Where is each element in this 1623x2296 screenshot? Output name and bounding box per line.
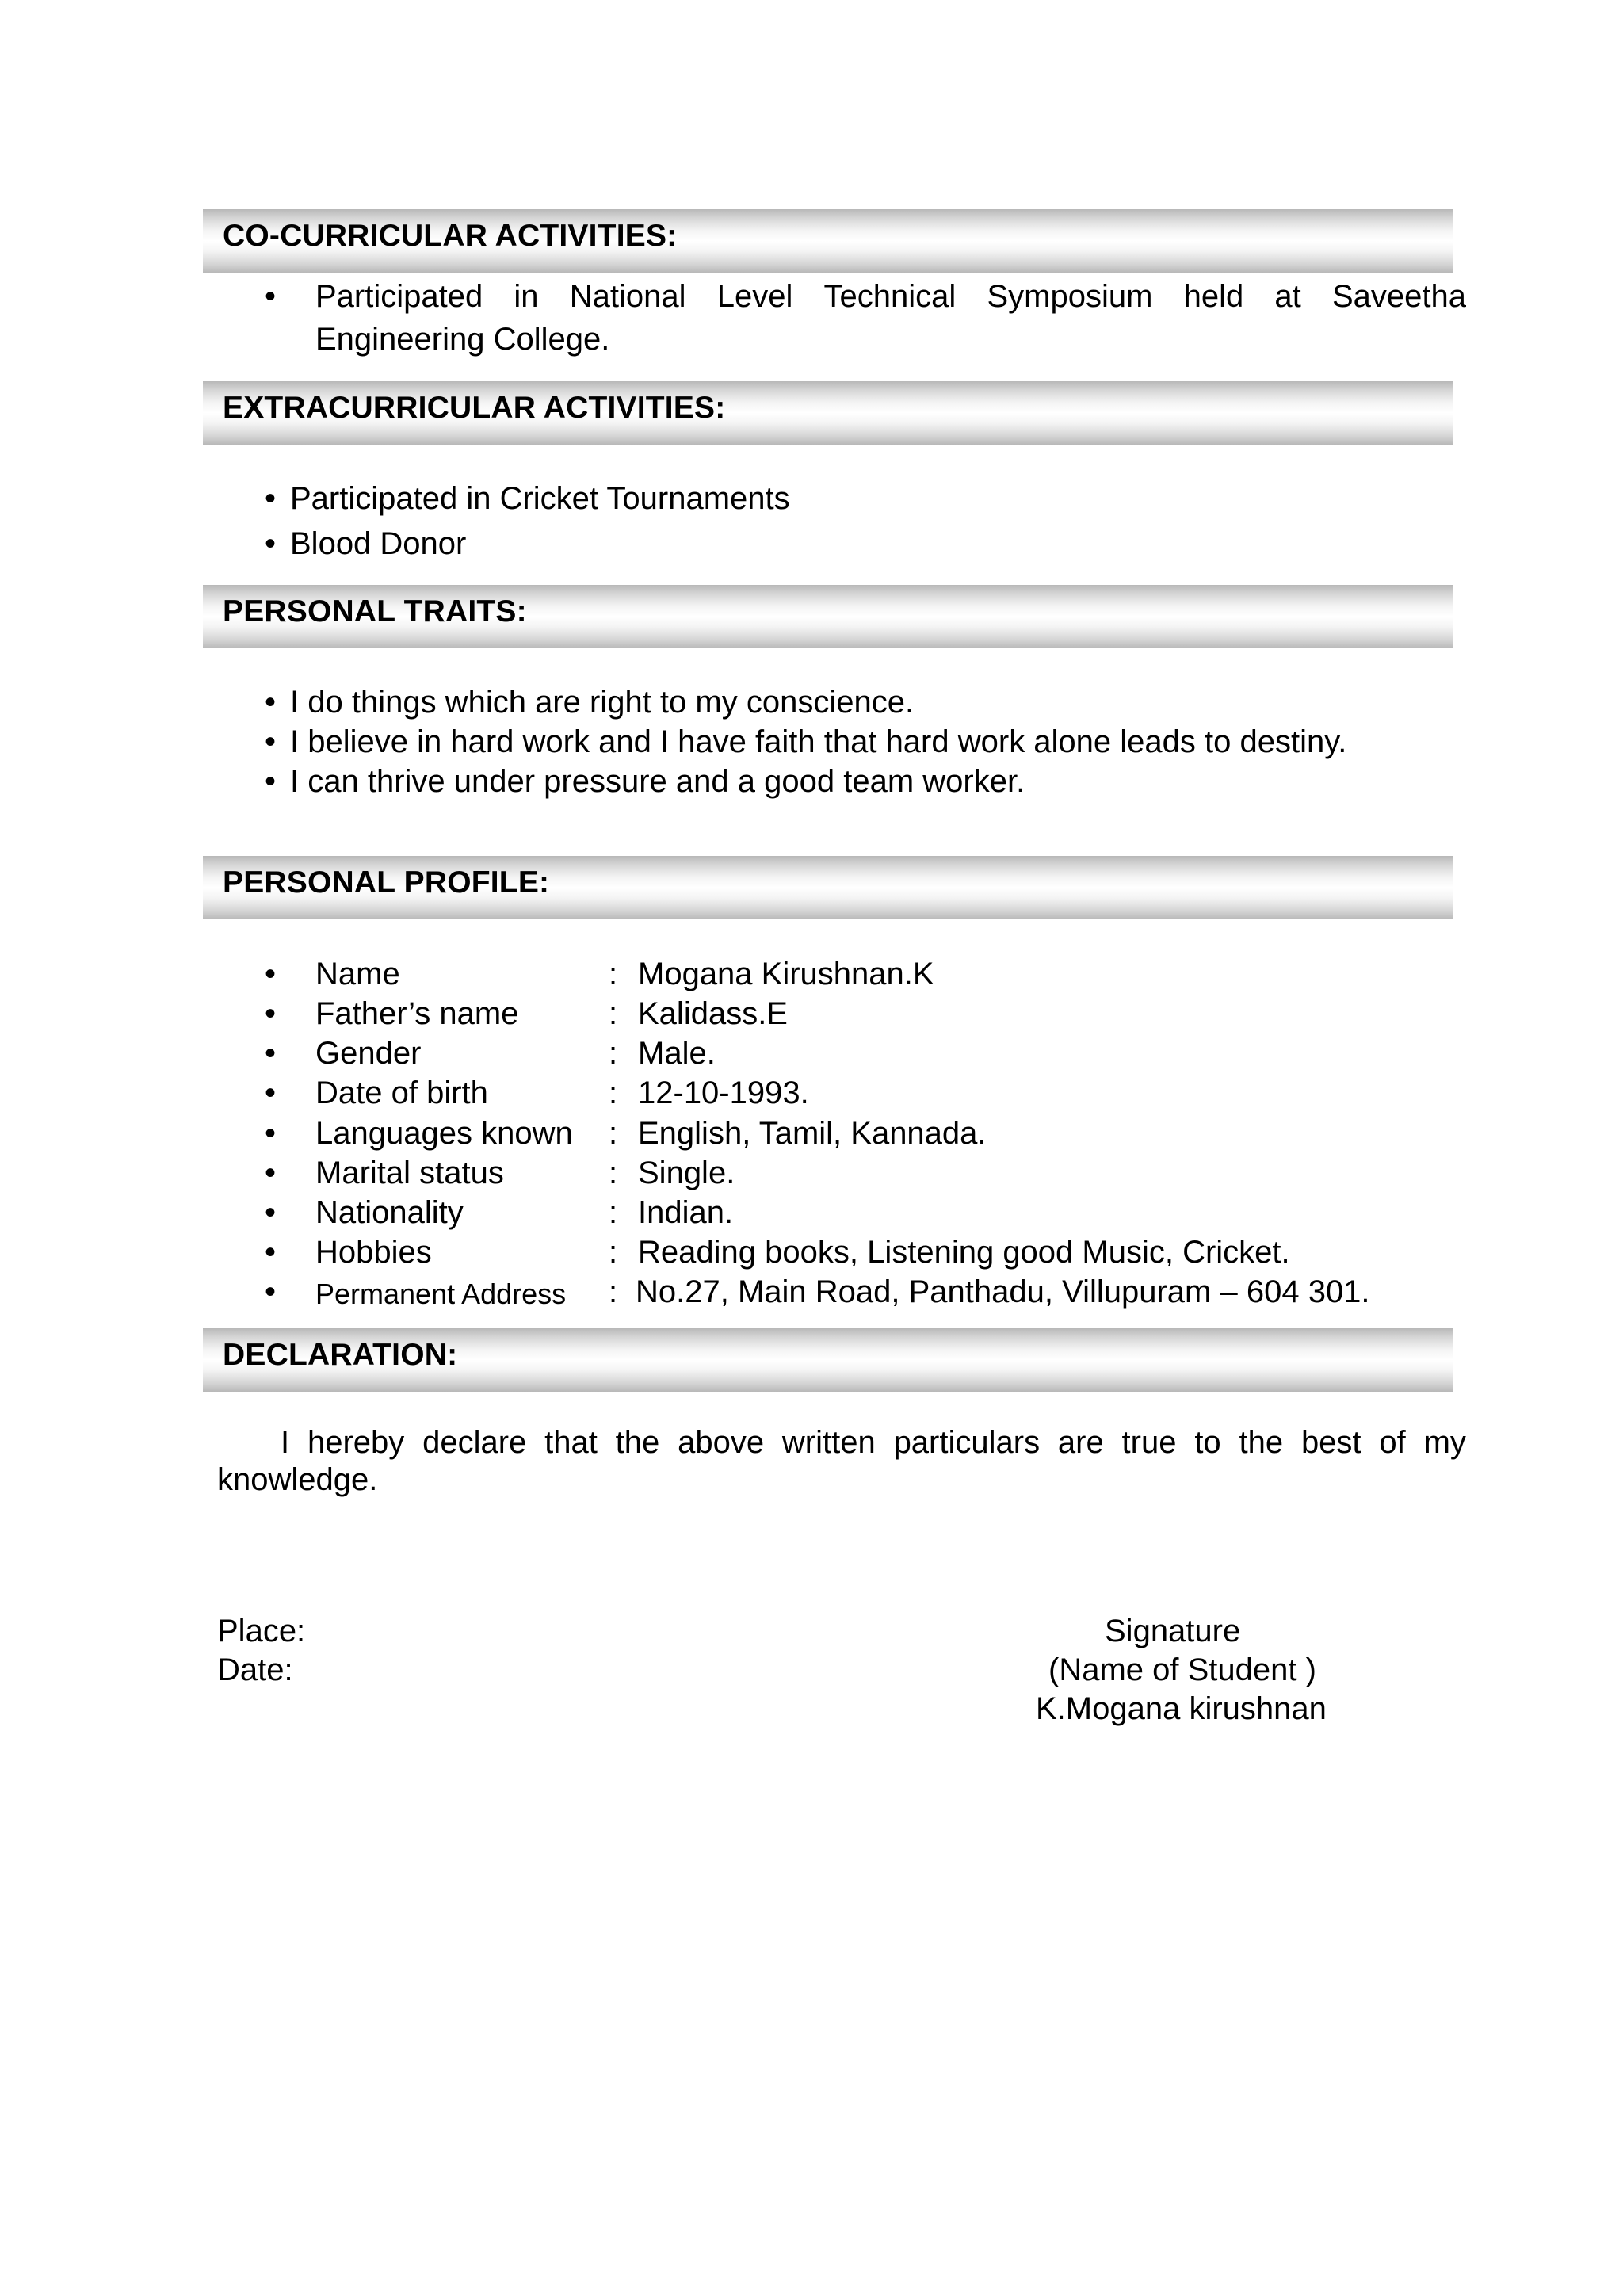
bullet-icon: •: [265, 724, 277, 759]
bullet-icon: •: [265, 1235, 277, 1270]
profile-separator: :: [609, 1036, 618, 1071]
bullet-icon: •: [265, 685, 277, 720]
word: best: [1300, 1425, 1361, 1460]
section-header-extracurricular: [203, 381, 1453, 445]
profile-separator: :: [609, 1116, 618, 1151]
trait-item: I believe in hard work and I have faith that hard work alone leads to destiny.: [290, 724, 1347, 759]
section-title: EXTRACURRICULAR ACTIVITIES:: [223, 391, 726, 425]
word: the: [615, 1425, 660, 1460]
bullet-icon: •: [265, 764, 277, 799]
section-header-traits: [203, 585, 1453, 648]
section-title: PERSONAL PROFILE:: [223, 865, 550, 900]
profile-value: No.27, Main Road, Panthadu, Villupuram – 604 301.: [636, 1274, 1370, 1309]
word: Symposium: [987, 279, 1153, 314]
profile-value: Reading books, Listening good Music, Cricket.: [638, 1235, 1290, 1270]
profile-separator: :: [609, 1235, 618, 1270]
bullet-icon: •: [265, 1116, 277, 1151]
section-header-profile: [203, 856, 1453, 919]
bullet-icon: •: [265, 996, 277, 1031]
profile-separator: :: [609, 996, 618, 1031]
word: hereby: [307, 1425, 405, 1460]
profile-value: 12-10-1993.: [638, 1075, 809, 1110]
bullet-icon: •: [265, 1274, 277, 1309]
section-title: CO-CURRICULAR ACTIVITIES:: [223, 219, 678, 253]
profile-value: Male.: [638, 1036, 716, 1071]
profile-label: Languages known: [315, 1116, 573, 1151]
profile-separator: :: [609, 1195, 618, 1230]
word: particulars: [893, 1425, 1041, 1460]
profile-separator: :: [609, 1274, 618, 1309]
trait-item: I can thrive under pressure and a good team worker.: [290, 764, 1025, 799]
word: at: [1274, 279, 1301, 314]
bullet-icon: •: [265, 957, 277, 991]
word: National: [569, 279, 686, 314]
extracurricular-item: Participated in Cricket Tournaments: [290, 481, 790, 516]
date-label: Date:: [217, 1652, 293, 1687]
word: to: [1194, 1425, 1221, 1460]
profile-value: Indian.: [638, 1195, 734, 1230]
profile-label: Permanent Address: [315, 1278, 567, 1310]
profile-separator: :: [609, 1075, 618, 1110]
word: that: [544, 1425, 598, 1460]
signature-label: Signature: [1105, 1614, 1241, 1648]
name-of-student-label: (Name of Student ): [1048, 1652, 1316, 1687]
word: I: [281, 1425, 290, 1460]
word: Level: [716, 279, 793, 314]
declaration-line2: knowledge.: [217, 1462, 378, 1497]
profile-value: English, Tamil, Kannada.: [638, 1116, 987, 1151]
bullet-icon: •: [265, 481, 277, 516]
word: above: [678, 1425, 765, 1460]
section-title: DECLARATION:: [223, 1338, 458, 1372]
profile-value: Mogana Kirushnan.K: [638, 957, 934, 991]
profile-separator: :: [609, 1156, 618, 1190]
word: my: [1423, 1425, 1466, 1460]
bullet-icon: •: [265, 1036, 277, 1071]
bullet-icon: •: [265, 526, 277, 561]
place-label: Place:: [217, 1614, 306, 1648]
profile-label: Date of birth: [315, 1075, 488, 1110]
profile-value: Single.: [638, 1156, 735, 1190]
word: are: [1057, 1425, 1104, 1460]
profile-label: Hobbies: [315, 1235, 432, 1270]
word: written: [781, 1425, 876, 1460]
profile-separator: :: [609, 957, 618, 991]
extracurricular-item: Blood Donor: [290, 526, 467, 561]
word: true: [1121, 1425, 1177, 1460]
cocurricular-item-line1: [315, 279, 1466, 315]
section-header-declaration: [203, 1328, 1453, 1392]
bullet-icon: •: [265, 1156, 277, 1190]
bullet-icon: •: [265, 1195, 277, 1230]
section-header-cocurricular: [203, 209, 1453, 273]
word: Saveetha: [1331, 279, 1466, 314]
word: held: [1183, 279, 1244, 314]
word: in: [514, 279, 539, 314]
word: Participated: [315, 279, 483, 314]
word: of: [1379, 1425, 1406, 1460]
word: declare: [422, 1425, 527, 1460]
section-title: PERSONAL TRAITS:: [223, 594, 527, 628]
bullet-icon: •: [265, 1075, 277, 1110]
word: Technical: [823, 279, 957, 314]
profile-value: Kalidass.E: [638, 996, 788, 1031]
profile-label: Nationality: [315, 1195, 464, 1230]
profile-label: Gender: [315, 1036, 422, 1071]
declaration-line1: [281, 1425, 1466, 1461]
profile-label: Father’s name: [315, 996, 519, 1031]
profile-label: Marital status: [315, 1156, 504, 1190]
trait-item: I do things which are right to my conscience.: [290, 685, 915, 720]
word: the: [1239, 1425, 1284, 1460]
profile-label: Name: [315, 957, 400, 991]
bullet-icon: •: [265, 279, 277, 314]
student-name: K.Mogana kirushnan: [1036, 1691, 1327, 1726]
cocurricular-item-line2: Engineering College.: [315, 322, 610, 357]
